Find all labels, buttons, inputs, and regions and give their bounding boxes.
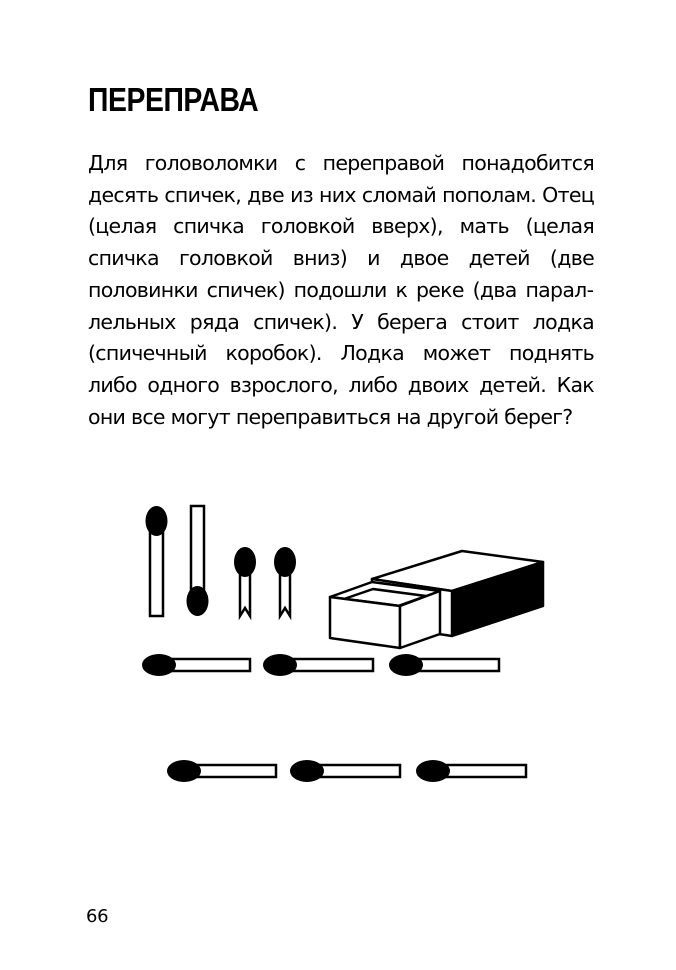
bank-match-icon bbox=[389, 654, 499, 676]
river-bank-far bbox=[167, 760, 526, 782]
puzzle-illustration bbox=[0, 480, 676, 810]
child-half-match-icon bbox=[234, 547, 256, 616]
matchbox-boat-icon bbox=[330, 551, 543, 648]
child-half-match-icon bbox=[274, 547, 296, 616]
page-title: ПЕРЕПРАВА bbox=[88, 81, 259, 118]
bank-match-icon bbox=[167, 760, 276, 782]
mother-match-icon bbox=[187, 506, 209, 616]
puzzle-description: Для головоломки с переправой понадобится десять спичек, две из них сломай пополам. Отец (целая спичка головкой вверх), мать (целая спичка головкой вниз) и двое детей (две половинки спичек) подошли к реке (два параллельных ряда спичек). У берега стоит лодка (спичечный коробок). Лодка может поднять либо одного взрослого, либо двоих детей. Как они все могут переправиться на другой берег? bbox=[88, 151, 594, 429]
bank-match-icon bbox=[142, 654, 250, 676]
bank-match-icon bbox=[416, 760, 526, 782]
bank-match-icon bbox=[263, 654, 373, 676]
father-match-icon bbox=[146, 506, 168, 616]
river-bank-near bbox=[142, 654, 499, 676]
bank-match-icon bbox=[290, 760, 400, 782]
page-number: 66 bbox=[86, 906, 109, 927]
